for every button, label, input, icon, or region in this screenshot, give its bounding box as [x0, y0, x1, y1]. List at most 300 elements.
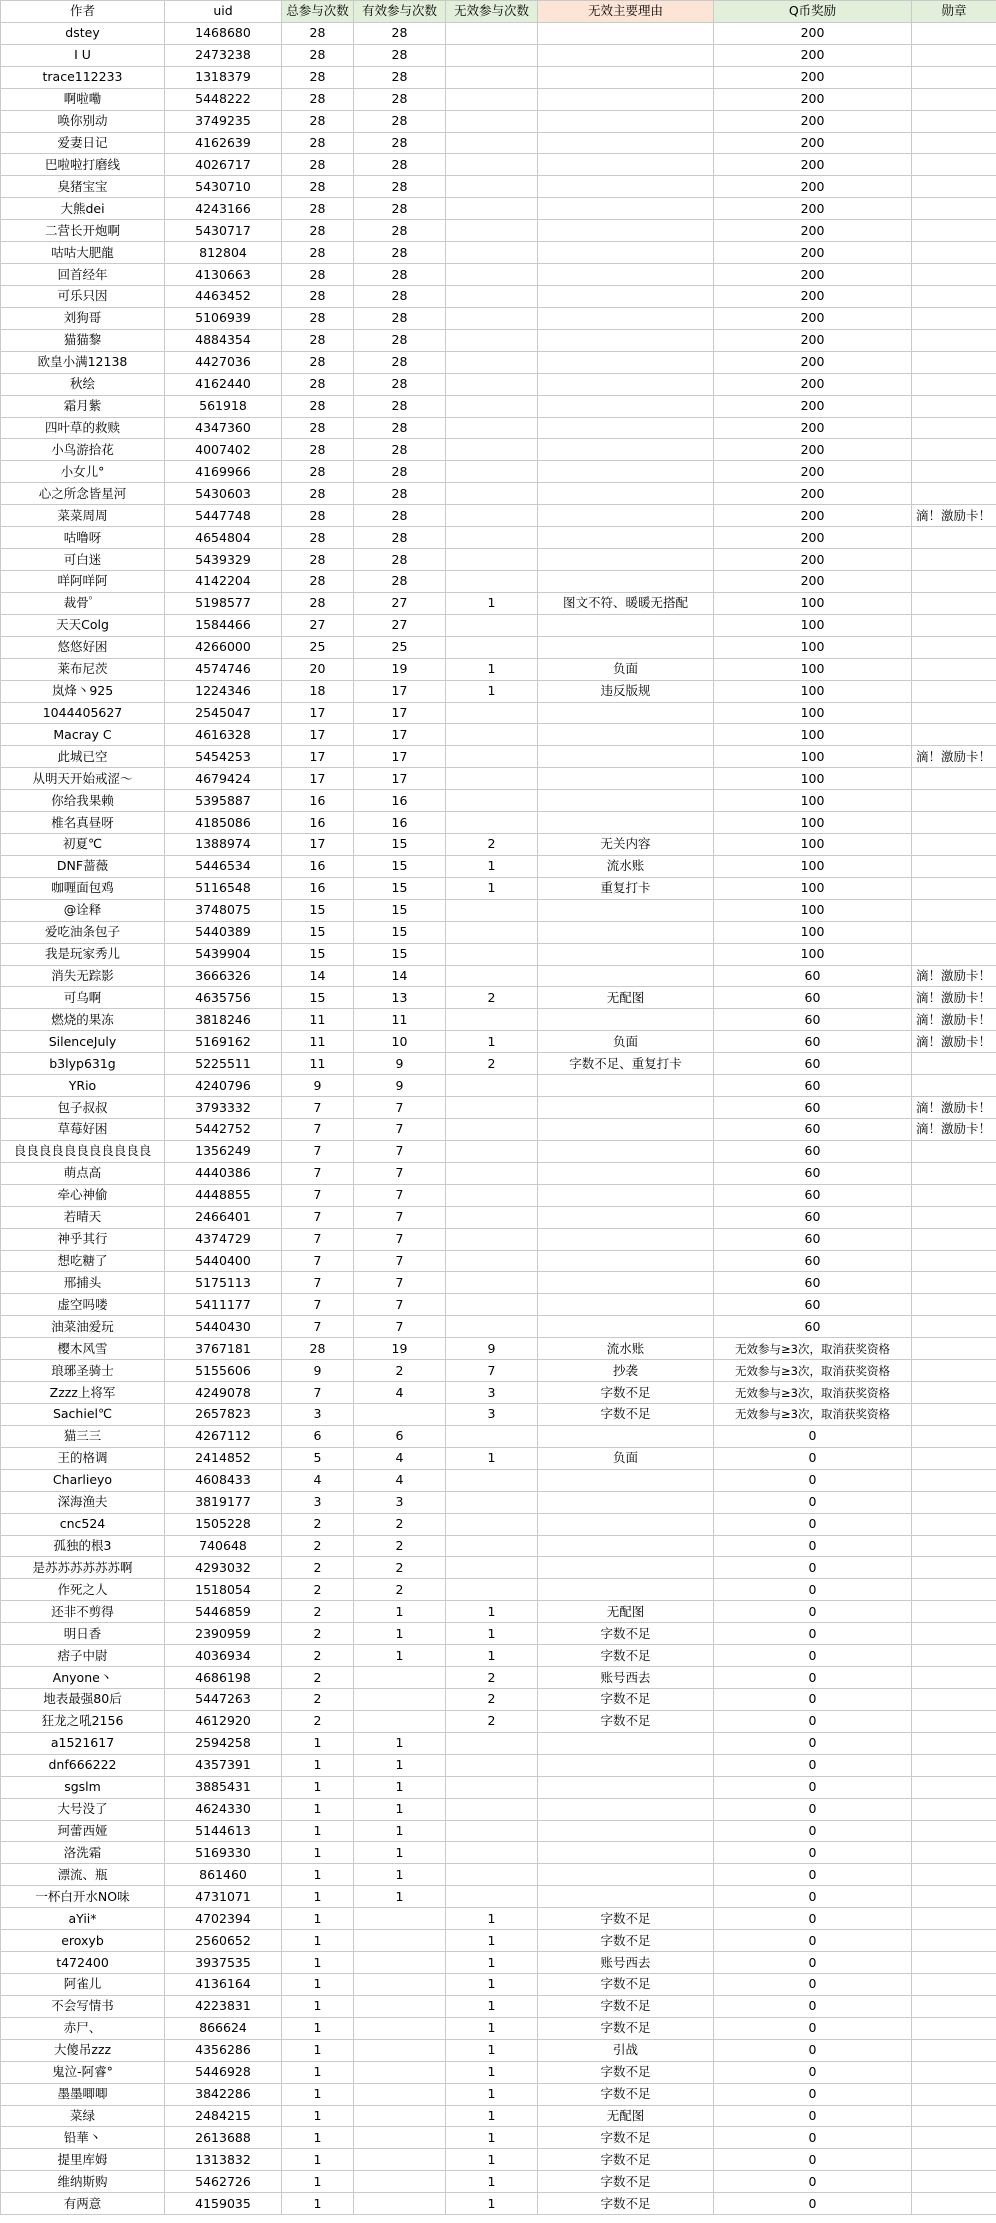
medal-cell — [912, 724, 996, 746]
author-cell: 二营长开炮啊 — [1, 220, 165, 242]
medal-cell — [912, 307, 996, 329]
total-count-cell: 28 — [282, 66, 354, 88]
uid-cell: 5106939 — [165, 307, 282, 329]
valid-count-cell — [354, 1667, 446, 1689]
medal-cell — [912, 1162, 996, 1184]
invalid-count-cell — [446, 1184, 538, 1206]
qcoin-reward-cell: 0 — [714, 1688, 912, 1710]
valid-count-cell: 11 — [354, 1009, 446, 1031]
total-count-cell: 1 — [282, 1930, 354, 1952]
invalid-count-cell — [446, 220, 538, 242]
invalid-reason-cell: 引战 — [538, 2039, 714, 2061]
valid-count-cell: 25 — [354, 636, 446, 658]
table-row — [1, 527, 996, 549]
author-cell: 小鸟游拾花 — [1, 439, 165, 461]
medal-cell — [912, 768, 996, 790]
invalid-reason-cell: 图文不符、暖暖无搭配 — [538, 592, 714, 614]
medal-cell — [912, 1842, 996, 1864]
qcoin-reward-cell: 200 — [714, 461, 912, 483]
invalid-reason-cell — [538, 1886, 714, 1908]
table-row — [1, 285, 996, 307]
total-count-cell: 1 — [282, 1908, 354, 1930]
qcoin-reward-cell: 200 — [714, 88, 912, 110]
author-cell: b3lyp631g — [1, 1053, 165, 1075]
uid-cell: 4616328 — [165, 724, 282, 746]
valid-count-cell: 7 — [354, 1097, 446, 1119]
uid-cell: 5447263 — [165, 1688, 282, 1710]
medal-cell — [912, 899, 996, 921]
total-count-cell: 2 — [282, 1710, 354, 1732]
total-count-cell: 28 — [282, 264, 354, 286]
medal-cell — [912, 198, 996, 220]
table-row — [1, 1272, 996, 1294]
invalid-reason-cell — [538, 921, 714, 943]
total-count-cell: 1 — [282, 2039, 354, 2061]
medal-cell — [912, 1294, 996, 1316]
total-count-cell: 16 — [282, 812, 354, 834]
uid-cell: 4612920 — [165, 1710, 282, 1732]
invalid-count-cell — [446, 1732, 538, 1754]
table-row — [1, 2105, 996, 2127]
invalid-count-cell — [446, 1776, 538, 1798]
valid-count-cell: 1 — [354, 1754, 446, 1776]
total-count-cell: 28 — [282, 176, 354, 198]
qcoin-reward-cell: 0 — [714, 1776, 912, 1798]
medal-cell — [912, 2193, 996, 2215]
invalid-count-cell — [446, 1075, 538, 1097]
valid-count-cell: 28 — [354, 176, 446, 198]
invalid-count-cell — [446, 1119, 538, 1141]
invalid-reason-cell: 流水账 — [538, 855, 714, 877]
qcoin-reward-cell: 60 — [714, 1228, 912, 1250]
table-row — [1, 22, 996, 44]
invalid-count-cell: 1 — [446, 1623, 538, 1645]
uid-cell: 5446534 — [165, 855, 282, 877]
author-cell: 邢捕头 — [1, 1272, 165, 1294]
invalid-reason-cell: 无配图 — [538, 2105, 714, 2127]
invalid-reason-cell — [538, 1732, 714, 1754]
invalid-count-cell: 1 — [446, 680, 538, 702]
qcoin-reward-cell: 100 — [714, 943, 912, 965]
author-cell: 若晴天 — [1, 1206, 165, 1228]
invalid-count-cell — [446, 461, 538, 483]
qcoin-reward-cell: 100 — [714, 746, 912, 768]
qcoin-reward-cell: 0 — [714, 1732, 912, 1754]
table-row — [1, 1228, 996, 1250]
invalid-count-cell — [446, 746, 538, 768]
uid-cell: 4162639 — [165, 132, 282, 154]
total-count-cell: 1 — [282, 2061, 354, 2083]
total-count-cell: 28 — [282, 154, 354, 176]
total-count-cell: 1 — [282, 1842, 354, 1864]
qcoin-reward-cell: 200 — [714, 505, 912, 527]
medal-cell — [912, 220, 996, 242]
invalid-count-cell — [446, 351, 538, 373]
qcoin-reward-cell: 60 — [714, 1184, 912, 1206]
medal-cell — [912, 1864, 996, 1886]
uid-cell: 866624 — [165, 2017, 282, 2039]
author-cell: 提里库姆 — [1, 2149, 165, 2171]
invalid-reason-cell — [538, 242, 714, 264]
table-row — [1, 702, 996, 724]
medal-cell — [912, 1952, 996, 1974]
total-count-cell: 28 — [282, 132, 354, 154]
invalid-count-cell: 1 — [446, 1930, 538, 1952]
medal-cell — [912, 1425, 996, 1447]
invalid-count-cell — [446, 790, 538, 812]
invalid-count-cell — [446, 1535, 538, 1557]
author-cell: 作死之人 — [1, 1579, 165, 1601]
qcoin-reward-cell: 60 — [714, 1206, 912, 1228]
author-cell: Anyone丶 — [1, 1667, 165, 1689]
invalid-reason-cell — [538, 220, 714, 242]
valid-count-cell: 6 — [354, 1425, 446, 1447]
valid-count-cell: 28 — [354, 220, 446, 242]
qcoin-reward-cell: 60 — [714, 1009, 912, 1031]
invalid-count-cell — [446, 943, 538, 965]
valid-count-cell: 2 — [354, 1513, 446, 1535]
author-cell: 岚烽丶925 — [1, 680, 165, 702]
author-cell: 消失无踪影 — [1, 965, 165, 987]
uid-cell: 1356249 — [165, 1140, 282, 1162]
invalid-count-cell — [446, 724, 538, 746]
author-cell: 秋绘 — [1, 373, 165, 395]
table-header — [1, 1, 996, 23]
invalid-count-cell — [446, 1009, 538, 1031]
uid-cell: 2545047 — [165, 702, 282, 724]
table-row — [1, 1447, 996, 1469]
uid-cell: 4374729 — [165, 1228, 282, 1250]
invalid-reason-cell — [538, 527, 714, 549]
table-row — [1, 1119, 996, 1141]
invalid-reason-cell — [538, 1776, 714, 1798]
invalid-count-cell: 1 — [446, 2017, 538, 2039]
table-row — [1, 1667, 996, 1689]
table-row — [1, 1184, 996, 1206]
total-count-cell: 17 — [282, 746, 354, 768]
invalid-reason-cell — [538, 1469, 714, 1491]
invalid-count-cell — [446, 768, 538, 790]
table-row — [1, 220, 996, 242]
medal-cell — [912, 1667, 996, 1689]
invalid-count-cell — [446, 264, 538, 286]
invalid-reason-cell — [538, 417, 714, 439]
uid-cell: 3793332 — [165, 1097, 282, 1119]
valid-count-cell: 28 — [354, 307, 446, 329]
table-row — [1, 2039, 996, 2061]
invalid-reason-cell — [538, 768, 714, 790]
valid-count-cell: 1 — [354, 1864, 446, 1886]
invalid-reason-cell — [538, 373, 714, 395]
invalid-reason-cell — [538, 66, 714, 88]
valid-count-cell: 1 — [354, 1645, 446, 1667]
medal-cell — [912, 2039, 996, 2061]
uid-cell: 4130663 — [165, 264, 282, 286]
invalid-count-cell: 1 — [446, 1973, 538, 1995]
valid-count-cell — [354, 1688, 446, 1710]
invalid-count-cell — [446, 1820, 538, 1842]
medal-cell — [912, 1579, 996, 1601]
uid-cell: 1468680 — [165, 22, 282, 44]
medal-cell — [912, 1513, 996, 1535]
total-count-cell: 2 — [282, 1535, 354, 1557]
invalid-count-cell: 1 — [446, 1031, 538, 1053]
medal-cell — [912, 680, 996, 702]
valid-count-cell: 28 — [354, 570, 446, 592]
qcoin-reward-cell: 0 — [714, 1513, 912, 1535]
author-cell: 回首经年 — [1, 264, 165, 286]
qcoin-reward-cell: 0 — [714, 1469, 912, 1491]
invalid-count-cell — [446, 110, 538, 132]
medal-cell — [912, 1447, 996, 1469]
author-cell: 可乌啊 — [1, 987, 165, 1009]
author-cell: sgslm — [1, 1776, 165, 1798]
invalid-count-cell: 1 — [446, 1952, 538, 1974]
table-row — [1, 570, 996, 592]
uid-cell: 4185086 — [165, 812, 282, 834]
invalid-reason-cell — [538, 88, 714, 110]
table-row — [1, 1820, 996, 1842]
author-cell: 洛洗霜 — [1, 1842, 165, 1864]
uid-cell: 740648 — [165, 1535, 282, 1557]
qcoin-reward-cell: 60 — [714, 1140, 912, 1162]
medal-cell — [912, 658, 996, 680]
medal-cell — [912, 834, 996, 856]
qcoin-reward-cell: 0 — [714, 1798, 912, 1820]
table-row — [1, 198, 996, 220]
medal-cell — [912, 855, 996, 877]
valid-count-cell: 28 — [354, 505, 446, 527]
qcoin-reward-cell: 60 — [714, 1316, 912, 1338]
invalid-count-cell — [446, 1864, 538, 1886]
medal-cell — [912, 614, 996, 636]
uid-cell: 3748075 — [165, 899, 282, 921]
medal-cell — [912, 176, 996, 198]
qcoin-reward-cell: 0 — [714, 2171, 912, 2193]
col-header-total-count: 总参与次数 — [282, 1, 354, 23]
uid-cell: 561918 — [165, 395, 282, 417]
valid-count-cell: 17 — [354, 724, 446, 746]
qcoin-reward-cell: 0 — [714, 1820, 912, 1842]
invalid-reason-cell: 字数不足、重复打卡 — [538, 1053, 714, 1075]
qcoin-reward-cell: 60 — [714, 1053, 912, 1075]
table-row — [1, 1754, 996, 1776]
author-cell: 铅華丶 — [1, 2127, 165, 2149]
invalid-count-cell: 1 — [446, 2039, 538, 2061]
table-row — [1, 855, 996, 877]
author-cell: 四叶草的救赎 — [1, 417, 165, 439]
qcoin-reward-cell: 0 — [714, 1995, 912, 2017]
invalid-reason-cell: 字数不足 — [538, 2193, 714, 2215]
total-count-cell: 7 — [282, 1382, 354, 1404]
valid-count-cell: 15 — [354, 855, 446, 877]
qcoin-reward-cell: 0 — [714, 1667, 912, 1689]
valid-count-cell: 2 — [354, 1579, 446, 1601]
qcoin-reward-cell: 0 — [714, 1447, 912, 1469]
valid-count-cell: 27 — [354, 592, 446, 614]
valid-count-cell: 7 — [354, 1162, 446, 1184]
author-cell: 猫猫黎 — [1, 329, 165, 351]
valid-count-cell: 28 — [354, 242, 446, 264]
valid-count-cell: 15 — [354, 921, 446, 943]
invalid-reason-cell — [538, 1864, 714, 1886]
invalid-count-cell — [446, 702, 538, 724]
table-row — [1, 1688, 996, 1710]
qcoin-reward-cell: 200 — [714, 176, 912, 198]
medal-cell: 滴！激励卡！ — [912, 1031, 996, 1053]
medal-cell — [912, 549, 996, 571]
author-cell: 小女儿° — [1, 461, 165, 483]
medal-cell — [912, 1535, 996, 1557]
valid-count-cell: 15 — [354, 834, 446, 856]
invalid-count-cell: 1 — [446, 1908, 538, 1930]
uid-cell: 2594258 — [165, 1732, 282, 1754]
invalid-reason-cell — [538, 570, 714, 592]
author-cell: 包子叔叔 — [1, 1097, 165, 1119]
table-row — [1, 1075, 996, 1097]
author-cell: 王的格调 — [1, 1447, 165, 1469]
total-count-cell: 7 — [282, 1162, 354, 1184]
medal-cell — [912, 242, 996, 264]
medal-cell — [912, 527, 996, 549]
invalid-count-cell — [446, 812, 538, 834]
table-row — [1, 680, 996, 702]
valid-count-cell: 7 — [354, 1206, 446, 1228]
medal-cell — [912, 1754, 996, 1776]
author-cell: 漂流、瓶 — [1, 1864, 165, 1886]
author-cell: 维纳斯购 — [1, 2171, 165, 2193]
total-count-cell: 28 — [282, 1338, 354, 1360]
author-cell: 不会写情书 — [1, 1995, 165, 2017]
author-cell: @诠释 — [1, 899, 165, 921]
author-cell: Sachiel℃ — [1, 1404, 165, 1426]
author-cell: 从明天开始戒涩～ — [1, 768, 165, 790]
uid-cell: 4463452 — [165, 285, 282, 307]
table-row — [1, 812, 996, 834]
table-row — [1, 1009, 996, 1031]
author-cell: Charlieyo — [1, 1469, 165, 1491]
valid-count-cell: 19 — [354, 1338, 446, 1360]
invalid-count-cell — [446, 1097, 538, 1119]
invalid-count-cell — [446, 198, 538, 220]
uid-cell: 4267112 — [165, 1425, 282, 1447]
uid-cell: 4240796 — [165, 1075, 282, 1097]
author-cell: 咕噜呀 — [1, 527, 165, 549]
valid-count-cell — [354, 2127, 446, 2149]
invalid-count-cell — [446, 1162, 538, 1184]
qcoin-reward-cell: 200 — [714, 329, 912, 351]
uid-cell: 4731071 — [165, 1886, 282, 1908]
invalid-reason-cell: 字数不足 — [538, 1710, 714, 1732]
invalid-reason-cell — [538, 636, 714, 658]
author-cell: 菜菜周周 — [1, 505, 165, 527]
invalid-reason-cell: 无关内容 — [538, 834, 714, 856]
uid-cell: 5430710 — [165, 176, 282, 198]
uid-cell: 1224346 — [165, 680, 282, 702]
total-count-cell: 7 — [282, 1206, 354, 1228]
table-row — [1, 66, 996, 88]
table-row — [1, 2083, 996, 2105]
valid-count-cell: 9 — [354, 1075, 446, 1097]
author-cell: t472400 — [1, 1952, 165, 1974]
valid-count-cell — [354, 2061, 446, 2083]
total-count-cell: 25 — [282, 636, 354, 658]
table-row — [1, 1601, 996, 1623]
author-cell: 珂蕾西娅 — [1, 1820, 165, 1842]
table-row — [1, 921, 996, 943]
valid-count-cell: 17 — [354, 768, 446, 790]
author-cell: 赤尸、 — [1, 2017, 165, 2039]
qcoin-reward-cell: 0 — [714, 2017, 912, 2039]
total-count-cell: 27 — [282, 614, 354, 636]
valid-count-cell: 19 — [354, 658, 446, 680]
invalid-reason-cell: 违反版规 — [538, 680, 714, 702]
uid-cell: 4249078 — [165, 1382, 282, 1404]
col-header-author: 作者 — [1, 1, 165, 23]
valid-count-cell: 1 — [354, 1601, 446, 1623]
valid-count-cell: 28 — [354, 132, 446, 154]
table-row — [1, 1206, 996, 1228]
invalid-count-cell — [446, 570, 538, 592]
invalid-count-cell — [446, 176, 538, 198]
table-row — [1, 943, 996, 965]
valid-count-cell: 16 — [354, 812, 446, 834]
invalid-count-cell — [446, 1469, 538, 1491]
medal-cell — [912, 1360, 996, 1382]
medal-cell — [912, 1710, 996, 1732]
table-row — [1, 242, 996, 264]
qcoin-reward-cell: 0 — [714, 1535, 912, 1557]
uid-cell: 2613688 — [165, 2127, 282, 2149]
invalid-reason-cell: 字数不足 — [538, 2061, 714, 2083]
uid-cell: 5440389 — [165, 921, 282, 943]
invalid-count-cell — [446, 329, 538, 351]
invalid-reason-cell — [538, 439, 714, 461]
medal-cell — [912, 132, 996, 154]
table-row — [1, 1710, 996, 1732]
uid-cell: 5440430 — [165, 1316, 282, 1338]
total-count-cell: 28 — [282, 592, 354, 614]
table-row — [1, 1973, 996, 1995]
total-count-cell: 15 — [282, 943, 354, 965]
valid-count-cell: 1 — [354, 1732, 446, 1754]
uid-cell: 4635756 — [165, 987, 282, 1009]
author-cell: 爱吃油条包子 — [1, 921, 165, 943]
author-cell: 油菜油爱玩 — [1, 1316, 165, 1338]
invalid-reason-cell — [538, 549, 714, 571]
uid-cell: 4223831 — [165, 1995, 282, 2017]
total-count-cell: 11 — [282, 1053, 354, 1075]
medal-cell: 滴！激励卡！ — [912, 1009, 996, 1031]
medal-cell — [912, 592, 996, 614]
table-row — [1, 987, 996, 1009]
author-cell: 良良良良良良良良良良良 — [1, 1140, 165, 1162]
table-row — [1, 1425, 996, 1447]
qcoin-reward-cell: 200 — [714, 44, 912, 66]
invalid-reason-cell: 字数不足 — [538, 1973, 714, 1995]
author-cell: 可乐只因 — [1, 285, 165, 307]
qcoin-reward-cell: 100 — [714, 768, 912, 790]
valid-count-cell: 15 — [354, 943, 446, 965]
medal-cell — [912, 570, 996, 592]
author-cell: 是苏苏苏苏苏苏啊 — [1, 1557, 165, 1579]
invalid-reason-cell: 字数不足 — [538, 1995, 714, 2017]
total-count-cell: 2 — [282, 1557, 354, 1579]
qcoin-reward-cell: 60 — [714, 987, 912, 1009]
invalid-reason-cell — [538, 1579, 714, 1601]
table-row — [1, 592, 996, 614]
medal-cell — [912, 461, 996, 483]
